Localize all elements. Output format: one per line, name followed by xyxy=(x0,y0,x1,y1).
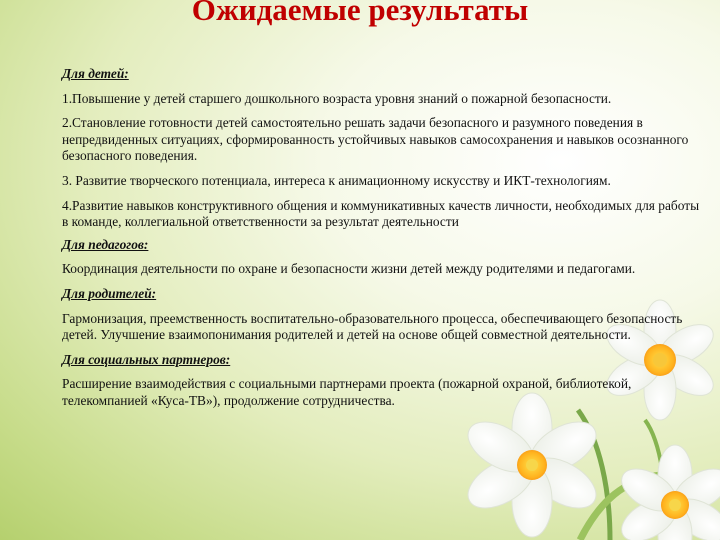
parents-text: Гармонизация, преемственность воспитательно-образовательного процесса, обеспечивающего безопасность детей. Улучшение взаимопонимания родителей и детей на основе общей совместной деятельности. xyxy=(62,310,683,343)
results-content xyxy=(62,66,702,418)
children-heading: Для детей: xyxy=(62,66,129,81)
children-item-1: 1.Повышение у детей старшего дошкольного возраста уровня знаний о пожарной безопасности. xyxy=(62,90,612,106)
teachers-heading: Для педагогов: xyxy=(62,236,149,252)
children-item-3: 3. Развитие творческого потенциала, интереса к анимационному искусству и ИКТ-технологиям. xyxy=(62,172,611,188)
page-title: Ожидаемые результаты xyxy=(191,0,529,27)
children-item-4: 4.Развитие навыков конструктивного общения и коммуникативных качеств личности, необходимых для работы в команде, коллегиальной ответственности за результат деятельности xyxy=(62,197,700,230)
teachers-text: Координация деятельности по охране и безопасности жизни детей между родителями и педагогами. xyxy=(62,261,636,277)
partners-heading: Для социальных партнеров: xyxy=(62,351,231,367)
children-item-2: 2.Становление готовности детей самостоятельно решать задачи безопасного и разумного поведения в непредвиденных ситуациях, сформированность устойчивых навыков самосохранения и навыков осознанного безопасного поведения. xyxy=(62,115,689,164)
partners-text: Расширение взаимодействия с социальными партнерами проекта (пожарной охраной, библиотекой, телекомпанией «Куса-ТВ»), продолжение сотрудничества. xyxy=(62,376,632,408)
parents-heading: Для родителей: xyxy=(62,285,157,301)
